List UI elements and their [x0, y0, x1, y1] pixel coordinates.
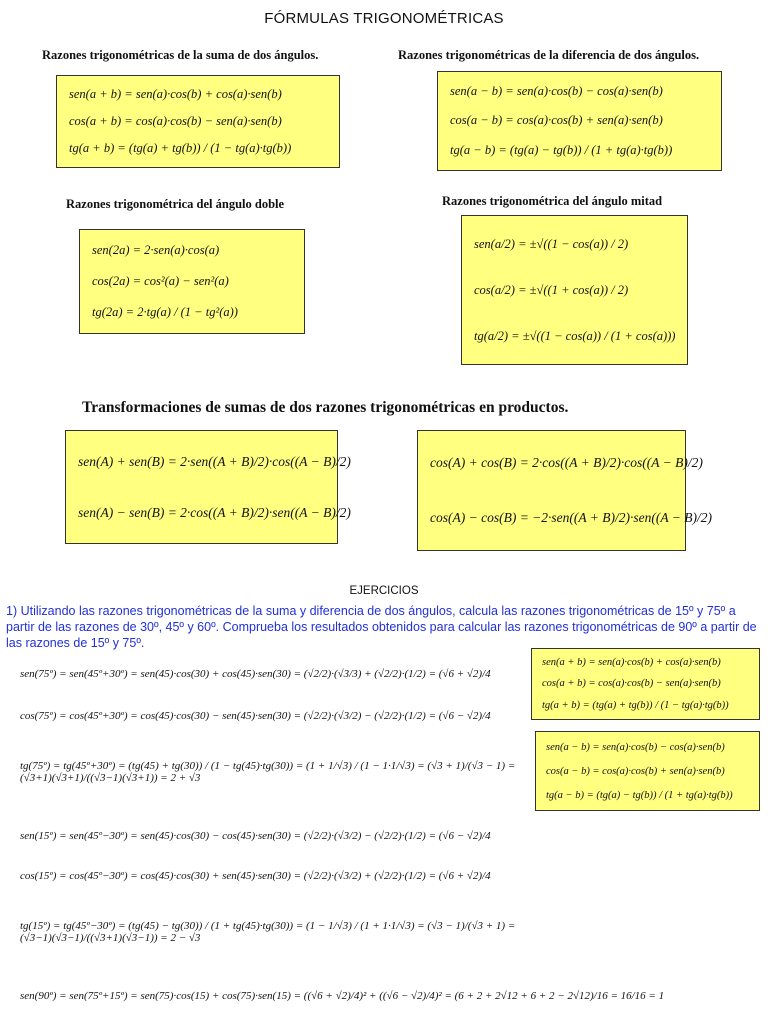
double-angle-formula-box	[79, 229, 305, 334]
difference-heading: Razones trigonométricas de la diferencia de dos ángulos.	[398, 48, 700, 62]
products-left-box	[65, 430, 351, 544]
reference-sum-box	[531, 648, 760, 720]
formula-line: sen(a + b) = sen(a)·cos(b) + cos(a)·sen(b)	[542, 657, 721, 669]
double-angle-heading: Razones trigonométrica del ángulo doble	[66, 197, 285, 211]
page-title: FÓRMULAS TRIGONOMÉTRICAS	[264, 10, 504, 27]
formula-line: cos(A) + cos(B) = 2·cos((A + B)/2)·cos((A − B)/2)	[430, 455, 703, 471]
formula-line: tg(a/2) = ±√((1 − cos(a)) / (1 + cos(a)))	[474, 328, 676, 343]
formula-line: cos(A) − cos(B) = −2·sen((A + B)/2)·sen((A − B)/2)	[430, 509, 712, 525]
formula-line: sen(A) − sen(B) = 2·cos((A + B)/2)·sen((A − B)/2)	[78, 504, 351, 520]
formula-line: sen(a − b) = sen(a)·cos(b) − cos(a)·sen(b)	[450, 84, 663, 99]
formula-line: tg(a − b) = (tg(a) − tg(b)) / (1 + tg(a)·tg(b))	[450, 142, 673, 157]
formula-line: sen(a + b) = sen(a)·cos(b) + cos(a)·sen(b)	[69, 87, 282, 101]
calc-sen90: sen(90º) = sen(75º+15º) = sen(75)·cos(15) + cos(75)·sen(15) = ((√6 + √2)/4)² + ((√6 − √2)/4)² = (6 + 2 + 2√12 + 6 + 2 − 2√12)/16 = 16/16 = 1	[20, 990, 665, 1002]
calc-sen75: sen(75º) = sen(45º+30º) = sen(45)·cos(30) + cos(45)·sen(30) = (√2/2)·(√3/3) + (√2/2)·(1/2) = (√6 + √2)/4	[20, 668, 491, 680]
formula-line: cos(a/2) = ±√((1 + cos(a)) / 2)	[474, 282, 629, 297]
formula-line: sen(a/2) = ±√((1 − cos(a)) / 2)	[474, 236, 629, 251]
half-angle-heading: Razones trigonométrica del ángulo mitad	[442, 194, 663, 208]
formula-line: sen(A) + sen(B) = 2·sen((A + B)/2)·cos((A − B)/2)	[78, 453, 351, 469]
formula-line: sen(a − b) = sen(a)·cos(b) − cos(a)·sen(b)	[546, 741, 725, 753]
formula-line: tg(a + b) = (tg(a) + tg(b)) / (1 − tg(a)·tg(b))	[542, 699, 729, 711]
formula-line: cos(a − b) = cos(a)·cos(b) + sen(a)·sen(b)	[450, 113, 663, 128]
sum-formula-box	[56, 75, 340, 168]
formula-line: tg(a − b) = (tg(a) − tg(b)) / (1 + tg(a)·tg(b))	[546, 789, 733, 801]
formula-line: tg(a + b) = (tg(a) + tg(b)) / (1 − tg(a)·tg(b))	[69, 141, 292, 155]
formula-line: cos(a + b) = cos(a)·cos(b) − sen(a)·sen(b)	[542, 678, 721, 690]
products-right-box	[417, 430, 712, 551]
reference-difference-box	[535, 731, 760, 811]
difference-formula-box	[437, 71, 722, 171]
products-heading: Transformaciones de sumas de dos razones trigonométricas en productos.	[82, 399, 569, 416]
formula-line: cos(a − b) = cos(a)·cos(b) + sen(a)·sen(b)	[546, 765, 725, 777]
exercises-heading: EJERCICIOS	[349, 585, 419, 597]
calc-tg75: tg(75º) = tg(45º+30º) = (tg(45) + tg(30)) / (1 − tg(45)·tg(30)) = (1 + 1/√3) / (1 − 1·1/√3) = (√3 + 1)/(√3 − 1) = (√3+1)(√3+1)/((√3−1)(√3+1)) = 2 + √3	[20, 760, 516, 784]
calc-cos15: cos(15º) = cos(45º−30º) = cos(45)·cos(30) + sen(45)·sen(30) = (√2/2)·(√3/2) + (√2/2)·(1/2) = (√6 + √2)/4	[20, 870, 491, 882]
formula-line: cos(2a) = cos²(a) − sen²(a)	[92, 274, 229, 288]
exercise-statement: 1) Utilizando las razones trigonométricas de la suma y diferencia de dos ángulos, calcula las razones trigonométricas de 15º y 75º a partir de las razones de 30º, 45º y 60º. Comprueba los resultados obtenidos para calcular las razones trigonométricas de 90º a partir de las razones de 15º y 75º.	[6, 604, 757, 650]
half-angle-formula-box	[461, 215, 688, 365]
formula-line: tg(2a) = 2·tg(a) / (1 − tg²(a))	[92, 305, 238, 319]
calc-tg15: tg(15º) = tg(45º−30º) = (tg(45) − tg(30)) / (1 + tg(45)·tg(30)) = (1 − 1/√3) / (1 + 1·1/√3) = (√3 − 1)/(√3 + 1) = (√3−1)(√3−1)/((√3+1)(√3−1)) = 2 − √3	[20, 920, 516, 944]
calc-cos75: cos(75º) = cos(45º+30º) = cos(45)·cos(30) − sen(45)·sen(30) = (√2/2)·(√3/2) − (√2/2)·(1/2) = (√6 − √2)/4	[20, 710, 491, 722]
formula-line: cos(a + b) = cos(a)·cos(b) − sen(a)·sen(b)	[69, 114, 282, 128]
formula-line: sen(2a) = 2·sen(a)·cos(a)	[92, 243, 220, 257]
calc-sen15: sen(15º) = sen(45º−30º) = sen(45)·cos(30) − cos(45)·sen(30) = (√2/2)·(√3/2) − (√2/2)·(1/2) = (√6 − √2)/4	[20, 830, 491, 842]
sum-heading: Razones trigonométricas de la suma de dos ángulos.	[42, 48, 319, 62]
